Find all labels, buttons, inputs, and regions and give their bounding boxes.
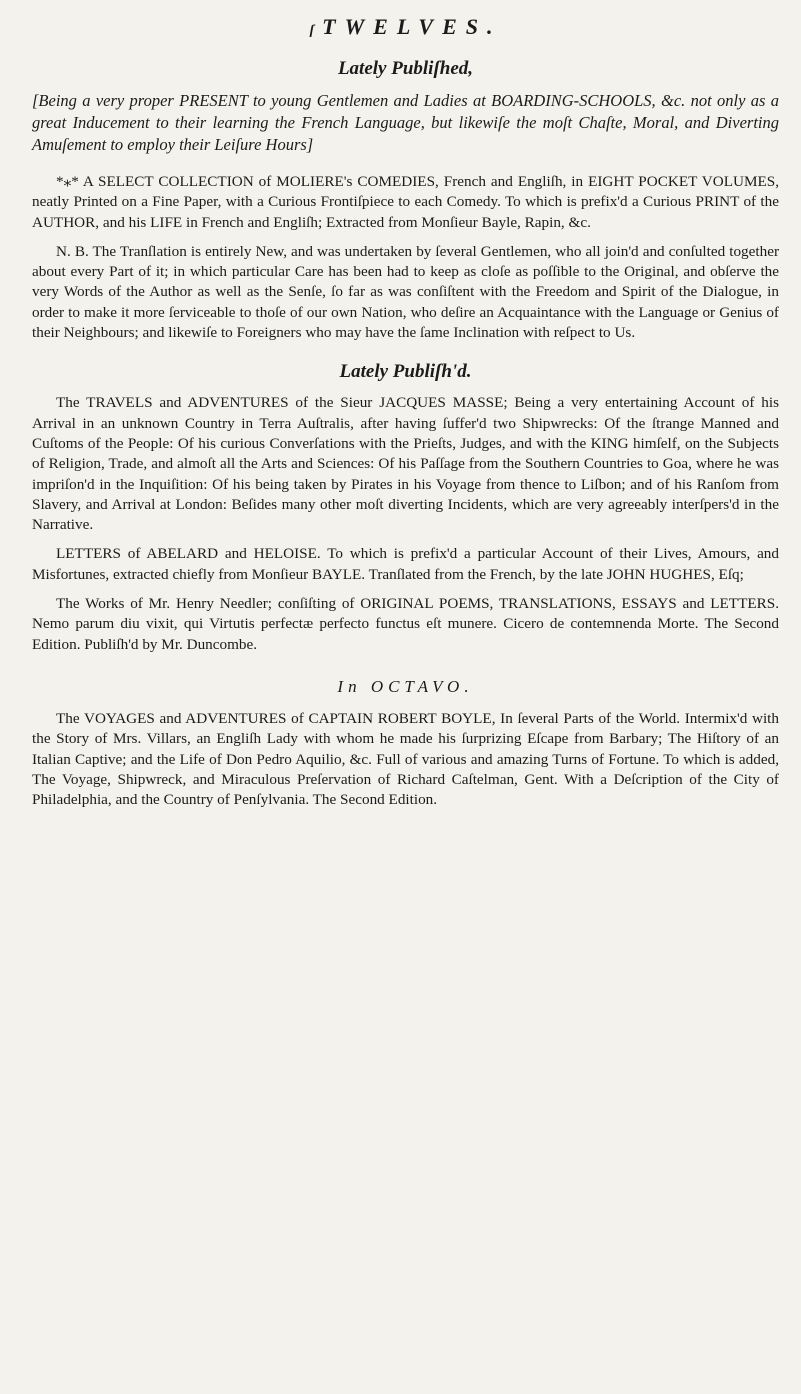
- moliere-note: N. B. The Tranſlation is entirely New, and was undertaken by ſeveral Gentlemen, who all join'd and conſulted together about every Part of it; in which particular Care has been had to keep as cloſe as poſſible to the Original, and obſerve the very Words of the Author as well as the Senſe, ſo far as was conſiſtent with the Freedom and Spirit of the Dialogue, in order to make it more ſerviceable to thoſe of our own Nation, who deſire an Acquaintance with the Language or Genius of their Neighbours; and likewiſe to Foreigners who may have the ſame Inclination with reſpect to Us.: [32, 242, 779, 342]
- header-mark: ſ: [309, 23, 315, 38]
- abelard-entry: LETTERS of ABELARD and HELOISE. To which is prefix'd a particular Account of their Lives, Amours, and Misfortunes, extracted chiefly from Monſieur BAYLE. Tranſlated from the French, by the late JOHN HUGHES, Eſq;: [32, 545, 779, 583]
- lately-published-subheading: Lately Publiſh'd.: [339, 361, 472, 383]
- boyle-entry: The VOYAGES and ADVENTURES of CAPTAIN ROBERT BOYLE, In ſeveral Parts of the World. Intermix'd with the Story of Mrs. Villars, an Engliſh Lady with whom he made his ſurprizing Eſcape from Barbary; The Hiſtory of an Italian Captive; and the Life of Don Pedro Aquilio, &c. Full of various and amazing Turns of Fortune. To which is added, The Voyage, Shipwreck, and Miraculous Preſervation of Richard Caſtelman, Gent. With a Deſcription of the City of Philadelphia, and the Country of Penſylvania. The Second Edition.: [32, 709, 779, 809]
- needler-entry: The Works of Mr. Henry Needler; conſiſting of ORIGINAL POEMS, TRANSLATIONS, ESSAYS and LETTERS. Nemo parum diu vixit, qui Virtutis perfectæ perfecto functus eſt munere. Cicero de contemnenda Morte. The Second Edition. Publiſh'd by Mr. Duncombe.: [32, 595, 779, 653]
- running-header: [32, 14, 779, 40]
- header-title: TWELVES.: [322, 14, 502, 39]
- masse-entry: The TRAVELS and ADVENTURES of the Sieur JACQUES MASSE; Being a very entertaining Account of his Arrival in an unknown Country in Terra Auſtralis, after having ſuffer'd two Shipwrecks: Of the ſtrange Manned and Cuſtoms of the People: Of his curious Converſations with the Prieſts, Judges, and with the KING himſelf, on the Subjects of Religion, Trade, and almoſt all the Arts and Sciences: Of his Paſſage from the Southern Countries to Goa, where he was impriſon'd in the Inquiſition: Of his being taken by Pirates in his Voyage from thence to Liſbon; and of his Ranſom from Slavery, and Arrival at London: Beſides many other moſt diverting Incidents, which are very agreeably interſpers'd in the Narrative.: [32, 394, 779, 534]
- intro-paragraph: [Being a very proper PRESENT to young Gentlemen and Ladies at BOARDING-SCHOOLS, &c. not only as a great Inducement to their learning the French Language, but likewiſe the moſt Chaſte, Moral, and Diverting Amuſement to employ their Leiſure Hours]: [32, 91, 779, 154]
- moliere-entry: *⁎* A SELECT COLLECTION of MOLIERE's COMEDIES, French and Engliſh, in EIGHT POCKET VOLUMES, neatly Printed on a Fine Paper, with a Curious Frontiſpiece to each Comedy. To which is prefix'd a Curious PRINT of the AUTHOR, and his LIFE in French and Engliſh; Extracted from Monſieur Bayle, Rapin, &c.: [32, 173, 779, 231]
- octavo-heading: In OCTAVO.: [337, 676, 474, 696]
- lately-published-heading: Lately Publiſhed,: [337, 58, 474, 79]
